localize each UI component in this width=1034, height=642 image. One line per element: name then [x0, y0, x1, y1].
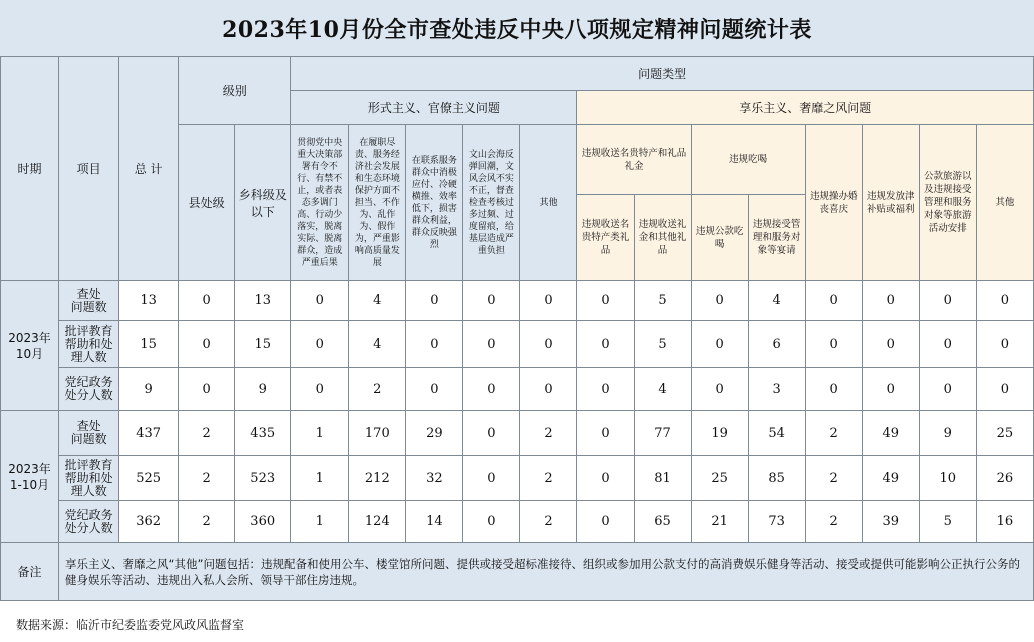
header-allowance: 违规发放津补贴或福利 — [862, 125, 919, 281]
cell: 0 — [577, 456, 634, 501]
cell: 0 — [805, 321, 862, 368]
cell: 0 — [919, 368, 976, 411]
cell: 0 — [919, 321, 976, 368]
header-formalism-meetings: 文山会海反弹回潮，文风会风不实不正，督查检查考核过多过频、过度留痕，给基层造成严重负担 — [463, 125, 520, 281]
cell: 0 — [862, 368, 919, 411]
data-source — [0, 607, 1034, 642]
row-label: 查处 问题数 — [59, 281, 119, 321]
cell: 9 — [919, 411, 976, 456]
cell: 0 — [919, 281, 976, 321]
cell: 1 — [291, 411, 349, 456]
header-gift: 违规收送名贵特产和礼品礼金 — [577, 125, 691, 195]
cell: 49 — [862, 411, 919, 456]
cell: 65 — [634, 501, 691, 543]
header-formalism-service: 在联系服务群众中消极应付、冷硬横推、效率低下，损害群众利益，群众反映强烈 — [406, 125, 463, 281]
header-item: 项目 — [59, 57, 119, 281]
cell: 77 — [634, 411, 691, 456]
cell: 4 — [349, 281, 406, 321]
cell: 0 — [406, 281, 463, 321]
cell: 435 — [235, 411, 291, 456]
header-eat: 违规吃喝 — [691, 125, 805, 195]
header-hedonism: 享乐主义、奢靡之风问题 — [577, 91, 1034, 125]
period-oct — [1, 281, 59, 411]
header-travel: 公款旅游以及违规接受管理和服务对象等旅游活动安排 — [919, 125, 976, 281]
cell: 0 — [976, 281, 1033, 321]
cell: 25 — [691, 456, 748, 501]
cell: 13 — [235, 281, 291, 321]
cell: 3 — [748, 368, 805, 411]
cell: 0 — [291, 281, 349, 321]
cell: 170 — [349, 411, 406, 456]
cell: 0 — [463, 411, 520, 456]
cell: 2 — [179, 456, 235, 501]
cell: 0 — [577, 501, 634, 543]
cell: 2 — [805, 411, 862, 456]
cell: 1 — [291, 456, 349, 501]
cell: 0 — [291, 321, 349, 368]
header-eat-banquet: 违规接受管理和服务对象等宴请 — [748, 195, 805, 281]
cell: 212 — [349, 456, 406, 501]
cell: 0 — [691, 321, 748, 368]
cell: 0 — [179, 368, 235, 411]
header-gift-specialty: 违规收送名贵特产类礼品 — [577, 195, 634, 281]
cell: 0 — [862, 281, 919, 321]
cell: 2 — [520, 411, 577, 456]
cell: 2 — [805, 501, 862, 543]
header-period: 时期 — [1, 57, 59, 281]
cell: 0 — [976, 321, 1033, 368]
cell: 5 — [634, 281, 691, 321]
header-hedonism-other: 其他 — [976, 125, 1033, 281]
cell-total: 13 — [119, 281, 179, 321]
table-row — [1, 501, 1034, 543]
header-level-township: 乡科级及以下 — [235, 125, 291, 281]
cell: 0 — [406, 368, 463, 411]
cell: 0 — [976, 368, 1033, 411]
cell: 9 — [235, 368, 291, 411]
cell: 0 — [691, 281, 748, 321]
cell: 0 — [463, 501, 520, 543]
cell-total: 9 — [119, 368, 179, 411]
period-jan-oct — [1, 411, 59, 543]
cell: 29 — [406, 411, 463, 456]
cell: 2 — [179, 501, 235, 543]
cell: 0 — [406, 321, 463, 368]
cell: 360 — [235, 501, 291, 543]
page-title: 2023年10月份全市查处违反中央八项规定精神问题统计表 — [222, 16, 812, 43]
cell: 21 — [691, 501, 748, 543]
cell: 4 — [349, 321, 406, 368]
table-row — [1, 281, 1034, 321]
cell: 2 — [179, 411, 235, 456]
cell: 4 — [634, 368, 691, 411]
title-bar — [0, 0, 1034, 56]
note-row — [1, 543, 1034, 601]
cell: 25 — [976, 411, 1033, 456]
cell: 0 — [805, 281, 862, 321]
cell: 5 — [919, 501, 976, 543]
row-label: 党纪政务 处分人数 — [59, 368, 119, 411]
cell: 0 — [179, 281, 235, 321]
header-gift-cash: 违规收送礼金和其他礼品 — [634, 195, 691, 281]
cell: 32 — [406, 456, 463, 501]
header-formalism: 形式主义、官僚主义问题 — [291, 91, 577, 125]
header-formalism-decision: 贯彻党中央重大决策部署有令不行、有禁不止，或者表态多调门高、行动少落实，脱离实际、脱离群众，造成严重后果 — [291, 125, 349, 281]
cell: 523 — [235, 456, 291, 501]
header-formalism-other: 其他 — [520, 125, 577, 281]
cell: 0 — [805, 368, 862, 411]
cell: 0 — [291, 368, 349, 411]
cell: 0 — [862, 321, 919, 368]
header-total: 总 计 — [119, 57, 179, 281]
header-level-county: 县处级 — [179, 125, 235, 281]
cell: 0 — [463, 456, 520, 501]
cell: 0 — [179, 321, 235, 368]
cell: 4 — [748, 281, 805, 321]
table-row — [1, 368, 1034, 411]
row-label: 批评教育 帮助和处 理人数 — [59, 456, 119, 501]
cell: 124 — [349, 501, 406, 543]
cell: 1 — [291, 501, 349, 543]
cell: 2 — [349, 368, 406, 411]
table-row — [1, 411, 1034, 456]
cell: 2 — [520, 456, 577, 501]
cell: 26 — [976, 456, 1033, 501]
cell-total: 362 — [119, 501, 179, 543]
cell: 2 — [520, 501, 577, 543]
cell: 0 — [520, 321, 577, 368]
cell: 19 — [691, 411, 748, 456]
row-label: 查处 问题数 — [59, 411, 119, 456]
table-row — [1, 456, 1034, 501]
data-source-text: 数据来源：临沂市纪委监委党风政风监督室 — [16, 618, 245, 632]
cell: 15 — [235, 321, 291, 368]
cell: 10 — [919, 456, 976, 501]
cell: 2 — [805, 456, 862, 501]
cell: 14 — [406, 501, 463, 543]
header-eat-public: 违规公款吃喝 — [691, 195, 748, 281]
header-wedding: 违规操办婚丧喜庆 — [805, 125, 862, 281]
cell: 0 — [577, 411, 634, 456]
cell: 54 — [748, 411, 805, 456]
cell-total: 437 — [119, 411, 179, 456]
header-formalism-duty: 在履职尽责、服务经济社会发展和生态环境保护方面不担当、不作为、乱作为、假作为，严重影响高质量发展 — [349, 125, 406, 281]
cell: 39 — [862, 501, 919, 543]
cell: 16 — [976, 501, 1033, 543]
cell: 85 — [748, 456, 805, 501]
header-level: 级别 — [179, 57, 291, 125]
row-label: 党纪政务 处分人数 — [59, 501, 119, 543]
cell: 0 — [463, 281, 520, 321]
cell: 6 — [748, 321, 805, 368]
cell: 0 — [463, 368, 520, 411]
cell: 81 — [634, 456, 691, 501]
note-label: 备注 — [1, 543, 59, 601]
cell: 0 — [577, 281, 634, 321]
statistics-table — [0, 56, 1034, 601]
cell: 0 — [577, 368, 634, 411]
cell-total: 525 — [119, 456, 179, 501]
cell: 49 — [862, 456, 919, 501]
cell-total: 15 — [119, 321, 179, 368]
cell: 0 — [520, 281, 577, 321]
cell: 0 — [691, 368, 748, 411]
period-label: 2023年 1-10月 — [8, 461, 51, 492]
cell: 0 — [463, 321, 520, 368]
cell: 73 — [748, 501, 805, 543]
table-row — [1, 321, 1034, 368]
note-text: 享乐主义、奢靡之风“其他”问题包括：违规配备和使用公车、楼堂馆所问题、提供或接受超标准接待、组织或参加用公款支付的高消费娱乐健身等活动、接受或提供可能影响公正执行公务的健身娱乐等活动、违规出入私人会所、领导干部住房违规。 — [59, 543, 1034, 601]
cell: 0 — [577, 321, 634, 368]
cell: 5 — [634, 321, 691, 368]
header-problem-type: 问题类型 — [291, 57, 1034, 91]
period-label: 2023年 10月 — [8, 330, 51, 361]
row-label: 批评教育 帮助和处 理人数 — [59, 321, 119, 368]
cell: 0 — [520, 368, 577, 411]
